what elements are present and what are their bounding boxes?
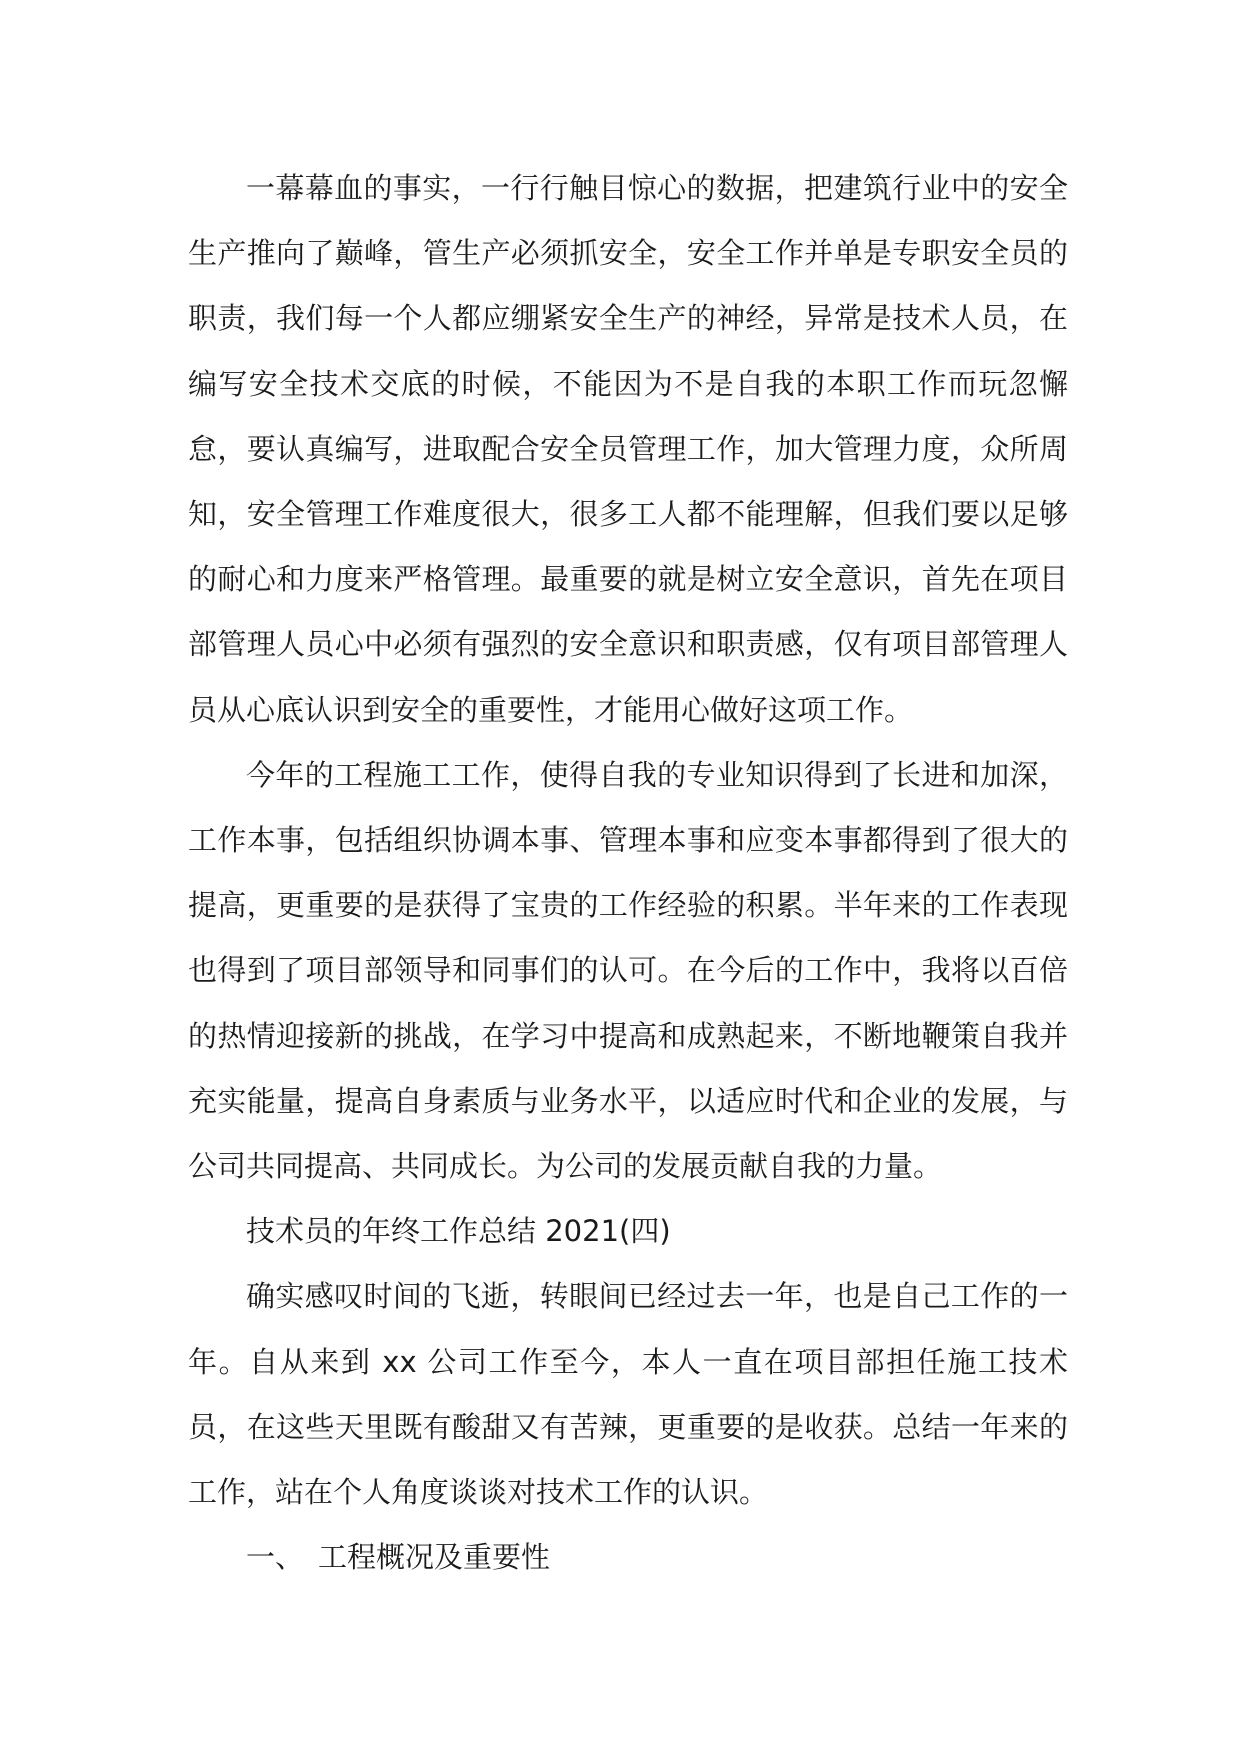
list-marker: 一、 [246, 1540, 305, 1575]
list-item-text: 工程概况及重要性 [318, 1540, 551, 1575]
paragraph-intro: 确实感叹时间的飞逝，转眼间已经过去一年，也是自己工作的一年。自从来到 xx 公司工作至今，本人一直在项目部担任施工技术员，在这些天里既有酸甜又有苦辣，更重要的是收获。总结一年来的工作，站在个人角度谈谈对技术工作的认识。 [188, 1279, 1068, 1510]
paragraph-safety: 一幕幕血的事实，一行行触目惊心的数据，把建筑行业中的安全生产推向了巅峰，管生产必须抓安全，安全工作并单是专职安全员的职责，我们每一个人都应绷紧安全生产的神经，异常是技术人员，在编写安全技术交底的时候，不能因为不是自我的本职工作而玩忽懈怠，要认真编写，进取配合安全员管理工作，加大管理力度，众所周知，安全管理工作难度很大，很多工人都不能理解，但我们要以足够的耐心和力度来严格管理。最重要的就是树立安全意识，首先在项目部管理人员心中必须有强烈的安全意识和职责感，仅有项目部管理人员从心底认识到安全的重要性，才能用心做好这项工作。 [188, 171, 1068, 727]
list-item-heading [188, 1525, 1068, 1590]
paragraph-progress: 今年的工程施工工作，使得自我的专业知识得到了长进和加深，工作本事，包括组织协调本事、管理本事和应变本事都得到了很大的提高，更重要的是获得了宝贵的工作经验的积累。半年来的工作表现也得到了项目部领导和同事们的认可。在今后的工作中，我将以百倍的热情迎接新的挑战，在学习中提高和成熟起来，不断地鞭策自我并充实能量，提高自身素质与业务水平，以适应时代和企业的发展，与公司共同提高、共同成长。为公司的发展贡献自我的力量。 [188, 757, 1068, 1184]
section-title: 技术员的年终工作总结 2021(四) [246, 1214, 671, 1249]
document-body [188, 156, 1068, 1590]
